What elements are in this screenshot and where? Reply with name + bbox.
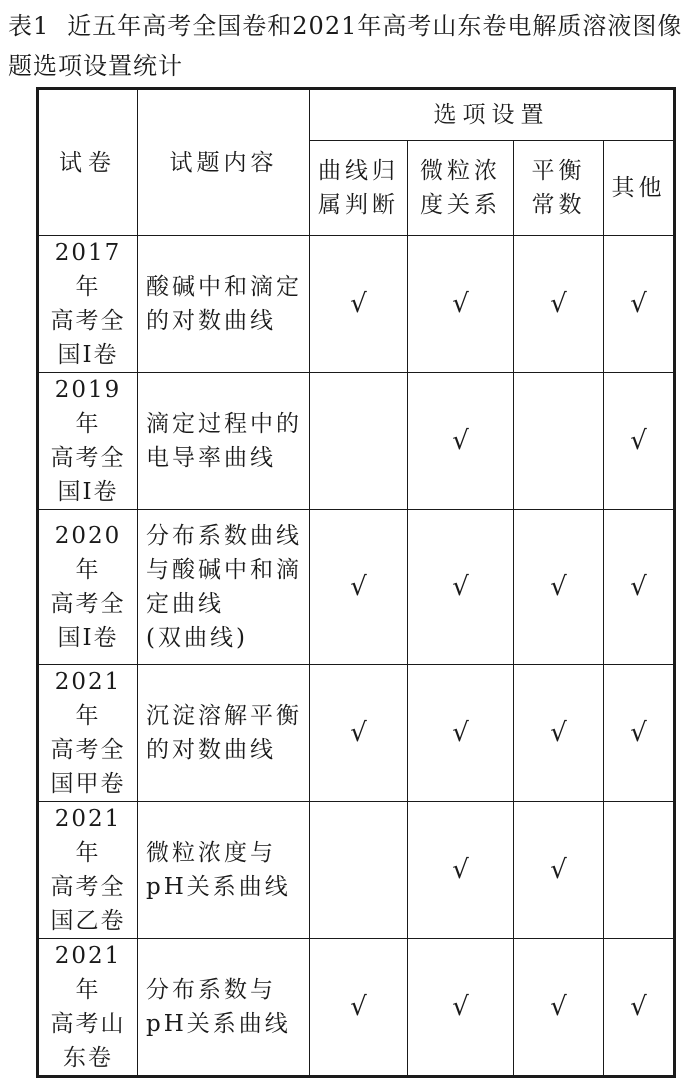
check-mark-cell: √ [514, 510, 604, 665]
check-mark-cell: √ [310, 939, 408, 1077]
option-header-other [604, 141, 675, 236]
content-cell [138, 802, 310, 939]
content-line: 沉淀溶解平衡 [146, 703, 302, 729]
paper-line: 2017 年 [54, 240, 122, 300]
table-row [38, 665, 675, 802]
check-mark-cell: √ [604, 665, 675, 802]
paper-cell [38, 665, 138, 802]
content-line: 分布系数与 [146, 977, 276, 1003]
content-line: 定曲线 [146, 591, 224, 617]
paper-cell [38, 802, 138, 939]
empty-cell [604, 802, 675, 939]
content-line: 与酸碱中和滴 [146, 557, 302, 583]
content-line: 酸碱中和滴定 [146, 274, 302, 300]
check-mark-cell: √ [408, 510, 514, 665]
content-line: 分布系数曲线 [146, 523, 302, 549]
check-mark-cell: √ [604, 236, 675, 373]
header-paper: 试卷 [38, 89, 138, 236]
paper-line: 2021 年 [54, 669, 122, 729]
content-cell [138, 665, 310, 802]
option-header-line: 微粒浓 [420, 158, 501, 184]
content-line: 的对数曲线 [146, 308, 276, 334]
paper-line: 2021 年 [54, 806, 122, 866]
paper-line: 高考全 [50, 737, 126, 763]
header-options-group: 选项设置 [310, 89, 675, 141]
paper-line: 国I卷 [57, 342, 119, 368]
option-header-line: 属判断 [318, 192, 399, 218]
check-mark-cell: √ [408, 373, 514, 510]
empty-cell [310, 373, 408, 510]
check-mark-cell: √ [604, 510, 675, 665]
content-line: 的对数曲线 [146, 737, 276, 763]
content-line: 滴定过程中的 [146, 411, 302, 437]
paper-cell [38, 510, 138, 665]
option-header-line: 曲线归 [318, 158, 399, 184]
paper-line: 高考全 [50, 591, 126, 617]
empty-cell [310, 802, 408, 939]
content-line: pH关系曲线 [146, 874, 291, 900]
paper-line: 高考全 [50, 308, 126, 334]
table-row [38, 802, 675, 939]
paper-line: 高考山 [50, 1011, 126, 1037]
table-row [38, 510, 675, 665]
option-header-particle-concentration [408, 141, 514, 236]
empty-cell [514, 373, 604, 510]
paper-cell [38, 236, 138, 373]
paper-cell [38, 373, 138, 510]
check-mark-cell: √ [408, 939, 514, 1077]
option-header-equilibrium-constant [514, 141, 604, 236]
check-mark-cell: √ [310, 665, 408, 802]
paper-line: 国I卷 [57, 479, 119, 505]
option-header-line: 常数 [531, 192, 586, 218]
option-header-line: 度关系 [420, 192, 501, 218]
content-cell [138, 510, 310, 665]
table-row [38, 939, 675, 1077]
check-mark-cell: √ [408, 665, 514, 802]
table-row [38, 373, 675, 510]
content-line: 微粒浓度与 [146, 840, 276, 866]
check-mark-cell: √ [408, 802, 514, 939]
check-mark-cell: √ [514, 802, 604, 939]
content-cell [138, 373, 310, 510]
content-line: pH关系曲线 [146, 1011, 291, 1037]
check-mark-cell: √ [514, 236, 604, 373]
paper-line: 东卷 [63, 1045, 113, 1071]
option-header-line: 平衡 [531, 158, 586, 184]
paper-cell [38, 939, 138, 1077]
paper-line: 高考全 [50, 874, 126, 900]
paper-line: 2020 年 [54, 523, 122, 583]
check-mark-cell: √ [514, 939, 604, 1077]
caption-text: 近五年高考全国卷和2021年高考山东卷电解质溶液图像题选项设置统计 [8, 12, 683, 80]
paper-line: 2021 年 [54, 943, 122, 1003]
statistics-table [36, 87, 676, 1078]
paper-line: 国甲卷 [50, 771, 126, 797]
content-cell [138, 236, 310, 373]
check-mark-cell: √ [604, 373, 675, 510]
content-cell [138, 939, 310, 1077]
table-caption [8, 6, 688, 86]
header-content: 试题内容 [138, 89, 310, 236]
check-mark-cell: √ [310, 236, 408, 373]
paper-line: 国乙卷 [50, 908, 126, 934]
paper-line: 国I卷 [57, 625, 119, 651]
option-header-line: 其他 [611, 175, 666, 201]
check-mark-cell: √ [310, 510, 408, 665]
check-mark-cell: √ [604, 939, 675, 1077]
caption-number: 表1 [8, 12, 50, 40]
paper-line: 2019 年 [54, 377, 122, 437]
table-row [38, 236, 675, 373]
paper-line: 高考全 [50, 445, 126, 471]
check-mark-cell: √ [408, 236, 514, 373]
check-mark-cell: √ [514, 665, 604, 802]
option-header-curve-attribution [310, 141, 408, 236]
content-line: (双曲线) [146, 625, 248, 651]
content-line: 电导率曲线 [146, 445, 276, 471]
